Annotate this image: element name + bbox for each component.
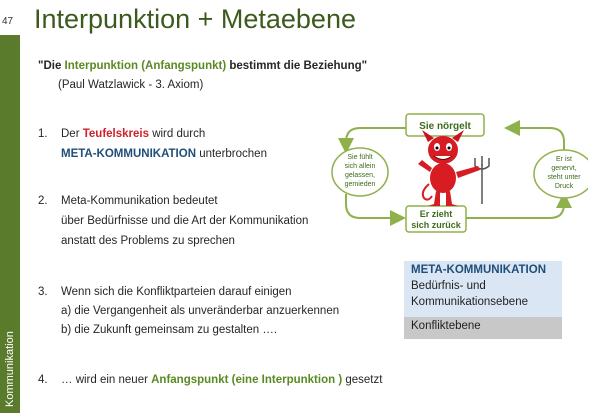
slide-title: Interpunktion + Metaebene: [34, 4, 356, 34]
point-3-line-1: Wenn sich die Konfliktparteien darauf einigen: [61, 286, 292, 298]
svg-text:Er zieht: Er zieht: [419, 209, 453, 219]
meta-communication-box: [404, 261, 562, 317]
meta-box-title: META-KOMMUNIKATION: [411, 264, 546, 276]
svg-text:gemieden: gemieden: [344, 181, 376, 188]
quote-line: "Die Interpunktion (Anfangspunkt) bestimmt die Beziehung": [38, 60, 368, 72]
point-2-line-3: anstatt des Problems zu sprechen: [61, 235, 235, 247]
svg-text:Druck: Druck: [554, 183, 574, 190]
meta-box-line-2: Bedürfnis- und: [411, 280, 486, 292]
step-top-node: [406, 114, 484, 136]
step-right-node: [534, 150, 588, 198]
vicious-circle-diagram: [330, 106, 588, 236]
svg-text:genervt,: genervt,: [551, 165, 577, 172]
point-3-line-3: b) die Zukunft gemeinsam zu gestalten ….: [61, 324, 278, 336]
svg-text:Sie nörgelt: Sie nörgelt: [419, 121, 471, 132]
conflict-level-label: Konfliktebene: [411, 320, 481, 332]
conflict-level-box: [404, 317, 562, 339]
svg-text:sich zurück: sich zurück: [411, 220, 461, 230]
point-3-line-2: a) die Vergangenheit als unveränderbar anzuerkennen: [61, 305, 340, 317]
svg-text:steht unter: steht unter: [547, 174, 581, 181]
point-1-line-2: META-KOMMUNIKATION unterbrochen: [61, 148, 267, 160]
step-bottom-node: [406, 206, 466, 232]
svg-text:Er ist: Er ist: [556, 156, 572, 163]
point-1-line-1: Der Teufelskreis wird durch: [61, 128, 206, 140]
slide-number: 47: [2, 16, 14, 27]
point-4-number: 4.: [38, 374, 48, 386]
quote-source: (Paul Watzlawick - 3. Axiom): [58, 79, 204, 91]
svg-text:sich allein: sich allein: [344, 163, 376, 170]
meta-box-line-3: Kommunikationsebene: [411, 296, 528, 308]
sidebar-strip: [0, 35, 20, 413]
point-2-line-1: Meta-Kommunikation bedeutet: [61, 195, 218, 207]
step-left-node: [332, 148, 388, 196]
svg-text:Sie fühlt: Sie fühlt: [347, 154, 373, 161]
point-1-number: 1.: [38, 128, 48, 140]
sidebar-label: Kommunikation: [4, 331, 16, 407]
point-4-line: … wird ein neuer Anfangspunkt (eine Interpunktion ) gesetzt: [61, 374, 383, 386]
devil-icon: [418, 130, 489, 206]
point-2-number: 2.: [38, 195, 48, 207]
point-2-line-2: über Bedürfnisse und die Art der Kommunikation: [61, 215, 309, 227]
svg-text:gelassen,: gelassen,: [345, 172, 375, 179]
point-3-number: 3.: [38, 286, 48, 298]
